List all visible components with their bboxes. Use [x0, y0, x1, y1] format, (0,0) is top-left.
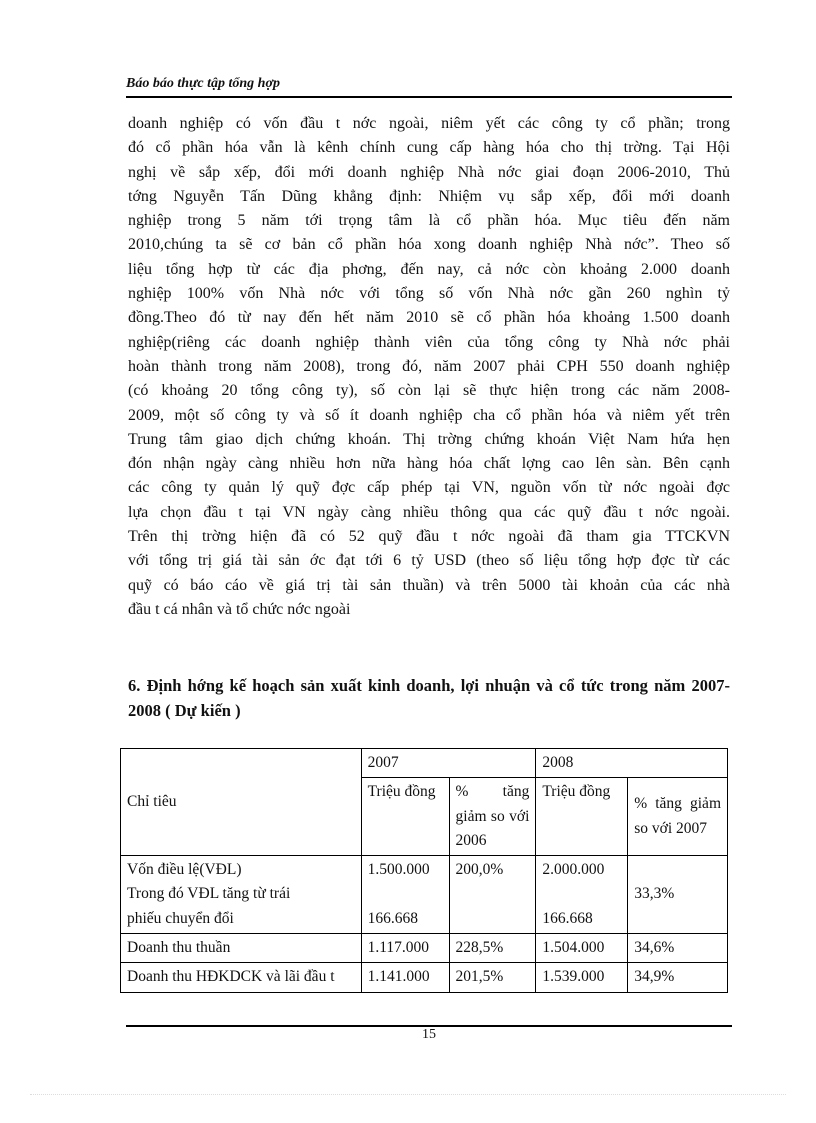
table-row — [121, 963, 728, 992]
value-2007-cell: 1.117.000 — [361, 934, 449, 963]
value-2008-cell: 1.504.000 — [536, 934, 628, 963]
paragraph-line: đồng.Theo đó từ nay đến hết năm 2010 sẽ cổ phần hóa khoảng 1.500 doanh — [128, 309, 730, 327]
subheader-value-2008: Triệu đồng — [536, 778, 628, 856]
paragraph-line: quỹ có báo cáo về giá trị tài sản thuần) và trên 5000 tài khoản của các nhà — [128, 576, 730, 594]
value-2007-cell — [361, 856, 449, 934]
value-2008-cell — [536, 856, 628, 934]
header-year-2007: 2007 — [361, 749, 536, 778]
header-rule — [126, 96, 732, 98]
change-2007-cell: 200,0% — [449, 856, 536, 934]
change-2007-cell: 228,5% — [449, 934, 536, 963]
paragraph-line: 2009, một số công ty và số ít doanh nghiệp cha cổ phần hóa và niêm yết trên — [128, 406, 730, 424]
value-sub: 166.668 — [542, 909, 593, 927]
paragraph-line: các công ty quản lý quỹ đợc cấp phép tại VN, nguồn vốn từ nớc ngoài đợc — [128, 479, 730, 497]
plan-table-wrapper — [120, 748, 730, 993]
change-2008-cell: 34,6% — [628, 934, 728, 963]
indicator-line: Vốn điều lệ(VĐL) — [127, 861, 242, 879]
page-bottom-border — [30, 1094, 786, 1095]
value-sub: 166.668 — [367, 909, 418, 927]
subheader-value-2007: Triệu đồng — [361, 778, 449, 856]
row-indicator-cell: Doanh thu HĐKDCK và lãi đầu t — [121, 963, 362, 992]
value-main: 1.500.000 — [367, 861, 430, 879]
paragraph-line: nghị về sắp xếp, đổi mới doanh nghiệp Nhà nớc giai đoạn 2006-2010, Thủ — [128, 163, 730, 181]
paragraph-line: nghiệp 100% vốn Nhà nớc với tổng số vốn Nhà nớc gần 260 nghìn tỷ — [128, 285, 730, 303]
subheader-change-2007: % tăng giảm so với 2006 — [449, 778, 536, 856]
indicator-line: Trong đó VĐL tăng từ trái — [127, 885, 291, 903]
paragraph-line: với tổng trị giá tài sản ớc đạt tới 6 tỷ USD (theo số liệu tổng hợp đợc từ các — [128, 552, 730, 570]
table-header-row — [121, 749, 728, 778]
indicator-line: phiếu chuyển đổi — [127, 909, 234, 927]
section-heading: 6. Định hớng kế hoạch sản xuất kinh doanh, lợi nhuận và cổ tức trong năm 2007- 2008 ( Dự kiến ) — [128, 676, 730, 720]
page-header-title: Báo báo thực tập tổng hợp — [126, 76, 280, 91]
row-indicator-cell — [121, 856, 362, 934]
change-2008-cell: 33,3% — [628, 856, 728, 934]
paragraph-line: đón nhận ngày càng nhiều hơn nữa hàng hóa chất lợng cao lên sàn. Bên cạnh — [128, 455, 730, 473]
paragraph-line: doanh nghiệp có vốn đầu t nớc ngoài, niêm yết các công ty cổ phần; trong — [128, 115, 730, 132]
header-indicator-cell: Chỉ tiêu — [121, 749, 362, 856]
page-number: 15 — [422, 1027, 436, 1042]
body-paragraph — [128, 112, 730, 622]
paragraph-line: hoàn thành trong năm 2008), trong đó, năm 2007 phải CPH 550 doanh nghiệp — [128, 357, 730, 375]
paragraph-line: (có khoảng 20 tổng công ty), số còn lại sẽ thực hiện trong các năm 2008- — [128, 382, 730, 400]
paragraph-line: Trên thị trờng hiện đã có 52 quỹ đầu t nớc ngoài đã tham gia TTCKVN — [128, 528, 730, 546]
value-main: 2.000.000 — [542, 861, 605, 879]
paragraph-line: đó cổ phần hóa vẫn là kênh chính cung cấp hàng hóa cho thị trờng. Tại Hội — [128, 139, 730, 157]
row-indicator-cell: Doanh thu thuần — [121, 934, 362, 963]
change-2008-cell: 34,9% — [628, 963, 728, 992]
paragraph-line: tớng Nguyễn Tấn Dũng khẳng định: Nhiệm vụ sắp xếp, đổi mới doanh — [128, 187, 730, 205]
paragraph-line: nghiệp trong 5 năm tới trọng tâm là cổ phần hóa. Mục tiêu đến năm — [128, 212, 730, 230]
paragraph-line: lựa chọn đầu t tại VN ngày càng nhiều thông qua các quỹ đầu t nớc ngoài. — [128, 503, 730, 521]
paragraph-line: nghiệp(riêng các doanh nghiệp thành viên của tổng công ty Nhà nớc phải — [128, 333, 730, 351]
value-2008-cell: 1.539.000 — [536, 963, 628, 992]
table-row — [121, 856, 728, 934]
paragraph-line: Trung tâm giao dịch chứng khoán. Thị trờng chứng khoán Việt Nam hứa hẹn — [128, 430, 730, 448]
table-row — [121, 934, 728, 963]
paragraph-line: đầu t cá nhân và tổ chức nớc ngoài — [128, 600, 351, 618]
change-2007-cell: 201,5% — [449, 963, 536, 992]
plan-table — [120, 748, 728, 993]
value-2007-cell: 1.141.000 — [361, 963, 449, 992]
header-year-2008: 2008 — [536, 749, 728, 778]
subheader-change-2008: % tăng giảm so với 2007 — [628, 778, 728, 856]
paragraph-line: liệu tổng hợp từ các địa phơng, đến nay, cả nớc còn khoảng 2.000 doanh — [128, 260, 730, 278]
paragraph-line: 2010,chúng ta sẽ cơ bản cổ phần hóa xong doanh nghiệp Nhà nớc”. Theo số — [128, 236, 730, 254]
